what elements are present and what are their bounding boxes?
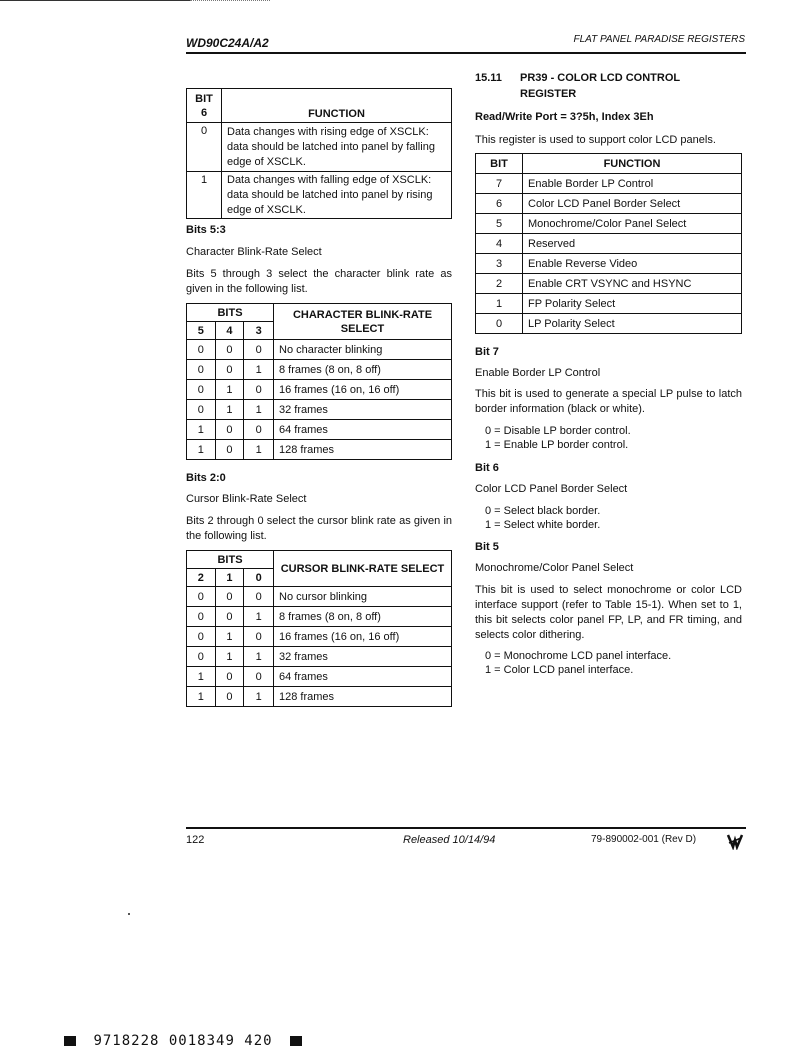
table-row: 1 0 0 64 frames	[187, 420, 452, 440]
pr39-register-table	[475, 153, 742, 334]
table-row: 6 Color LCD Panel Border Select	[476, 194, 742, 214]
table-row: 4 Reserved	[476, 234, 742, 254]
register-intro: This register is used to support color LCD panels.	[475, 134, 716, 146]
barcode-block-left	[64, 1036, 76, 1046]
table-row: 0 1 1 32 frames	[187, 647, 452, 667]
table-row: 3 Enable Reverse Video	[476, 254, 742, 274]
bit7-description: This bit is used to generate a special LP pulse to latch border information (black or white).	[475, 388, 742, 415]
bit5-description: This bit is used to select monochrome or color LCD interface support (refer to Table 15-1). When set to 1, this bit selects color panel FP, LP, and FR timing, and selects color dithering.	[475, 584, 742, 641]
table-cell: Data changes with rising edge of XSCLK: data should be latched into panel by falling edge of XSCLK.	[222, 123, 452, 172]
table-cell: Data changes with falling edge of XSCLK: data should be latched into panel by rising edge of XSCLK.	[222, 172, 452, 219]
bits-group-header: BITS	[187, 304, 274, 322]
bits53-description: Bits 5 through 3 select the character blink rate as given in the following list.	[186, 268, 452, 295]
bit5-subheading: Monochrome/Color Panel Select	[475, 562, 634, 574]
table-row: 1 0 1 128 frames	[187, 687, 452, 707]
table-cell: 0	[187, 123, 222, 172]
scan-artifact	[0, 0, 190, 1]
table-row: 1 FP Polarity Select	[476, 294, 742, 314]
scan-speck	[128, 913, 130, 915]
section-number: 15.11	[475, 72, 502, 84]
bit7-option-0: 0 = Disable LP border control.	[485, 425, 631, 437]
scan-artifact	[190, 0, 270, 2]
table-cell: 1	[187, 172, 222, 219]
bit-col-header: BIT	[476, 154, 523, 174]
doc-header-section: FLAT PANEL PARADISE REGISTERS	[573, 34, 745, 45]
cursor-blink-table	[186, 550, 452, 707]
table-row: 0 1 1 32 frames	[187, 400, 452, 420]
document-number: 79-890002-001 (Rev D)	[591, 834, 697, 845]
bit6-option-0: 0 = Select black border.	[485, 505, 601, 517]
page-number: 122	[186, 834, 205, 846]
footer-rule	[186, 827, 746, 829]
bit7-subheading: Enable Border LP Control	[475, 367, 601, 379]
barcode-text: 9718228 0018349 420	[93, 1033, 273, 1049]
header-rule	[186, 52, 746, 54]
character-blink-table	[186, 303, 452, 460]
table-row: 1 0 1 128 frames	[187, 440, 452, 460]
table-row: 0 1 0 16 frames (16 on, 16 off)	[187, 380, 452, 400]
bit-col-header: 3	[244, 322, 274, 340]
bit6-heading: Bit 6	[475, 462, 499, 474]
bit-col-header: BIT 6	[187, 89, 222, 123]
bits20-description: Bits 2 through 0 select the cursor blink rate as given in the following list.	[186, 515, 452, 542]
bit-col-header: 0	[244, 569, 274, 587]
bit7-heading: Bit 7	[475, 346, 499, 358]
bit-col-header: 1	[215, 569, 244, 587]
barcode-strip	[64, 1033, 302, 1049]
table-row: 0 0 0 No character blinking	[187, 340, 452, 360]
select-col-header: CURSOR BLINK-RATE SELECT	[274, 551, 452, 587]
table-row: 5 Monochrome/Color Panel Select	[476, 214, 742, 234]
bit-col-header: 4	[215, 322, 244, 340]
table-row: 0 1 0 16 frames (16 on, 16 off)	[187, 627, 452, 647]
table-row: 7 Enable Border LP Control	[476, 174, 742, 194]
bit5-option-0: 0 = Monochrome LCD panel interface.	[485, 650, 672, 662]
doc-header-title: WD90C24A/A2	[186, 36, 269, 50]
barcode-block-right	[290, 1036, 302, 1046]
table-row: 0 0 1 8 frames (8 on, 8 off)	[187, 360, 452, 380]
table-row: 0 LP Polarity Select	[476, 314, 742, 334]
bits53-subheading: Character Blink-Rate Select	[186, 246, 322, 258]
release-date: Released 10/14/94	[403, 834, 496, 846]
table-row: 0 0 0 No cursor blinking	[187, 587, 452, 607]
section-title: PR39 - COLOR LCD CONTROL REGISTER	[520, 72, 681, 100]
function-col-header: FUNCTION	[523, 154, 742, 174]
port-info: Read/Write Port = 3?5h, Index 3Eh	[475, 111, 654, 123]
bit-col-header: 2	[187, 569, 216, 587]
bits-group-header: BITS	[187, 551, 274, 569]
bits20-subheading: Cursor Blink-Rate Select	[186, 493, 307, 505]
function-col-header: FUNCTION	[222, 89, 452, 123]
table-row: 2 Enable CRT VSYNC and HSYNC	[476, 274, 742, 294]
bit5-option-1: 1 = Color LCD panel interface.	[485, 664, 634, 676]
bit-col-header: 5	[187, 322, 216, 340]
bit5-heading: Bit 5	[475, 541, 499, 553]
bit6-option-1: 1 = Select white border.	[485, 519, 601, 531]
table-row: 1 0 0 64 frames	[187, 667, 452, 687]
select-col-header: CHARACTER BLINK-RATE SELECT	[274, 304, 452, 340]
bit6-function-table	[186, 88, 452, 219]
bits53-heading: Bits 5:3	[186, 224, 226, 236]
table-row: 0 0 1 8 frames (8 on, 8 off)	[187, 607, 452, 627]
wd-logo-icon	[726, 832, 744, 850]
bit7-option-1: 1 = Enable LP border control.	[485, 439, 629, 451]
bits20-heading: Bits 2:0	[186, 472, 226, 484]
bit6-subheading: Color LCD Panel Border Select	[475, 483, 628, 495]
